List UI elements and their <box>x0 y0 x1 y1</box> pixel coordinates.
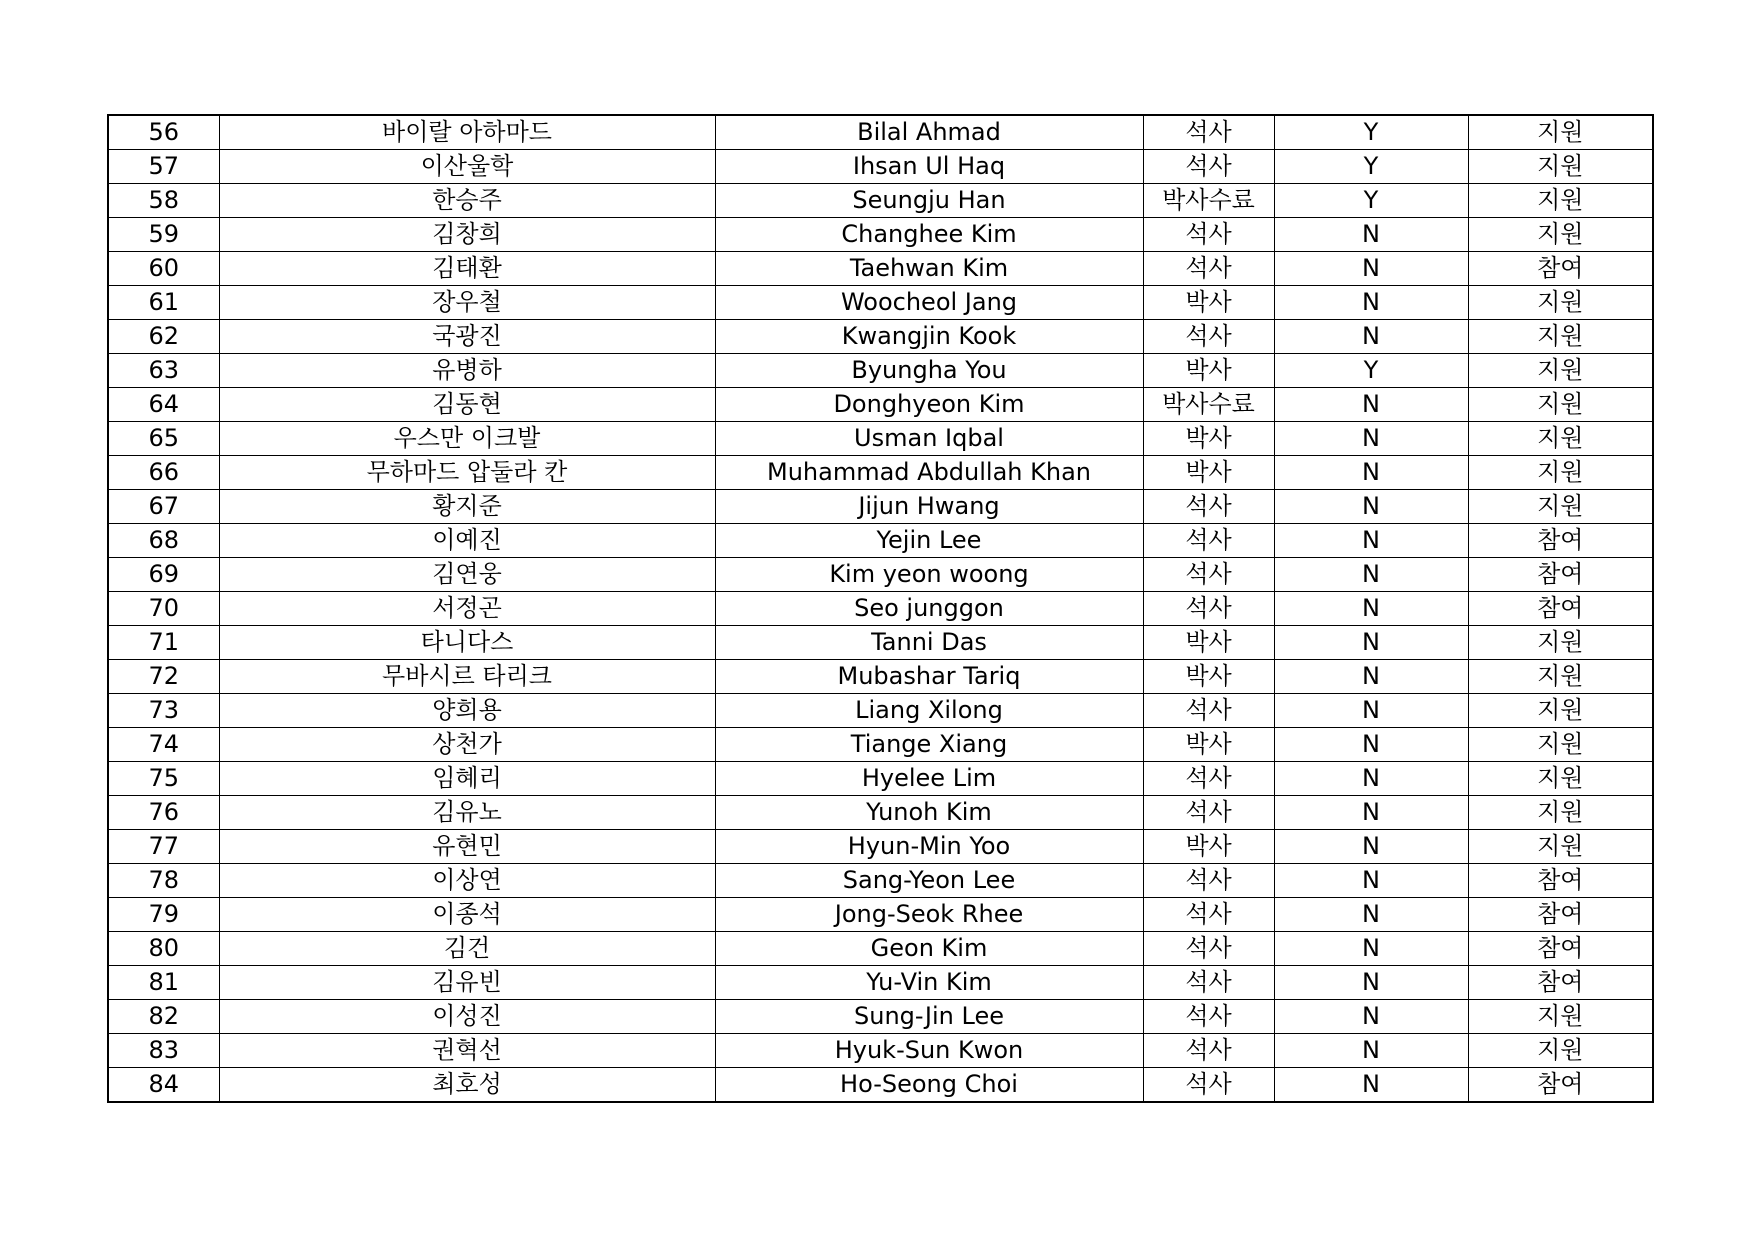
degree-cell: 석사 <box>1143 524 1274 558</box>
status-cell: 참여 <box>1468 864 1653 898</box>
status-cell: 지원 <box>1468 626 1653 660</box>
row-number-cell: 84 <box>108 1068 219 1103</box>
status-cell: 지원 <box>1468 796 1653 830</box>
table-row <box>108 218 1653 252</box>
degree-cell: 석사 <box>1143 115 1274 150</box>
table-row <box>108 966 1653 1000</box>
yn-flag-cell: Y <box>1274 150 1468 184</box>
status-cell: 지원 <box>1468 286 1653 320</box>
row-number-cell: 78 <box>108 864 219 898</box>
degree-cell: 석사 <box>1143 966 1274 1000</box>
korean-name-cell: 황지준 <box>219 490 715 524</box>
table-row <box>108 490 1653 524</box>
degree-cell: 석사 <box>1143 932 1274 966</box>
yn-flag-cell: N <box>1274 422 1468 456</box>
english-name-cell: Sang-Yeon Lee <box>715 864 1143 898</box>
status-cell: 참여 <box>1468 524 1653 558</box>
korean-name-cell: 김태환 <box>219 252 715 286</box>
korean-name-cell: 김유빈 <box>219 966 715 1000</box>
yn-flag-cell: N <box>1274 558 1468 592</box>
table-row <box>108 422 1653 456</box>
table-row <box>108 932 1653 966</box>
english-name-cell: Yunoh Kim <box>715 796 1143 830</box>
status-cell: 지원 <box>1468 1034 1653 1068</box>
table-row <box>108 286 1653 320</box>
degree-cell: 석사 <box>1143 762 1274 796</box>
table-row <box>108 524 1653 558</box>
yn-flag-cell: N <box>1274 626 1468 660</box>
row-number-cell: 65 <box>108 422 219 456</box>
degree-cell: 박사 <box>1143 728 1274 762</box>
degree-cell: 박사 <box>1143 286 1274 320</box>
row-number-cell: 77 <box>108 830 219 864</box>
degree-cell: 석사 <box>1143 252 1274 286</box>
status-cell: 지원 <box>1468 218 1653 252</box>
korean-name-cell: 유현민 <box>219 830 715 864</box>
row-number-cell: 74 <box>108 728 219 762</box>
english-name-cell: Seo junggon <box>715 592 1143 626</box>
row-number-cell: 58 <box>108 184 219 218</box>
row-number-cell: 73 <box>108 694 219 728</box>
yn-flag-cell: N <box>1274 1034 1468 1068</box>
status-cell: 지원 <box>1468 694 1653 728</box>
yn-flag-cell: Y <box>1274 184 1468 218</box>
table-row <box>108 592 1653 626</box>
row-number-cell: 72 <box>108 660 219 694</box>
degree-cell: 석사 <box>1143 864 1274 898</box>
yn-flag-cell: N <box>1274 286 1468 320</box>
row-number-cell: 68 <box>108 524 219 558</box>
yn-flag-cell: Y <box>1274 115 1468 150</box>
yn-flag-cell: N <box>1274 252 1468 286</box>
row-number-cell: 83 <box>108 1034 219 1068</box>
korean-name-cell: 한승주 <box>219 184 715 218</box>
degree-cell: 박사 <box>1143 354 1274 388</box>
korean-name-cell: 우스만 이크발 <box>219 422 715 456</box>
yn-flag-cell: N <box>1274 592 1468 626</box>
table-row <box>108 660 1653 694</box>
status-cell: 참여 <box>1468 558 1653 592</box>
english-name-cell: Kim yeon woong <box>715 558 1143 592</box>
degree-cell: 석사 <box>1143 1000 1274 1034</box>
yn-flag-cell: N <box>1274 694 1468 728</box>
table-row <box>108 354 1653 388</box>
english-name-cell: Changhee Kim <box>715 218 1143 252</box>
row-number-cell: 70 <box>108 592 219 626</box>
korean-name-cell: 김동현 <box>219 388 715 422</box>
status-cell: 지원 <box>1468 115 1653 150</box>
status-cell: 참여 <box>1468 898 1653 932</box>
english-name-cell: Byungha You <box>715 354 1143 388</box>
korean-name-cell: 김연웅 <box>219 558 715 592</box>
english-name-cell: Tiange Xiang <box>715 728 1143 762</box>
status-cell: 지원 <box>1468 1000 1653 1034</box>
row-number-cell: 56 <box>108 115 219 150</box>
english-name-cell: Bilal Ahmad <box>715 115 1143 150</box>
korean-name-cell: 김창희 <box>219 218 715 252</box>
row-number-cell: 61 <box>108 286 219 320</box>
english-name-cell: Liang Xilong <box>715 694 1143 728</box>
table-row <box>108 762 1653 796</box>
degree-cell: 박사 <box>1143 422 1274 456</box>
degree-cell: 박사수료 <box>1143 184 1274 218</box>
korean-name-cell: 유병하 <box>219 354 715 388</box>
row-number-cell: 62 <box>108 320 219 354</box>
yn-flag-cell: N <box>1274 1068 1468 1103</box>
english-name-cell: Hyuk-Sun Kwon <box>715 1034 1143 1068</box>
row-number-cell: 79 <box>108 898 219 932</box>
degree-cell: 박사 <box>1143 626 1274 660</box>
table-row <box>108 796 1653 830</box>
yn-flag-cell: N <box>1274 728 1468 762</box>
table-row <box>108 115 1653 150</box>
korean-name-cell: 무바시르 타리크 <box>219 660 715 694</box>
korean-name-cell: 장우철 <box>219 286 715 320</box>
english-name-cell: Usman Iqbal <box>715 422 1143 456</box>
yn-flag-cell: Y <box>1274 354 1468 388</box>
table-row <box>108 830 1653 864</box>
korean-name-cell: 무하마드 압둘라 칸 <box>219 456 715 490</box>
english-name-cell: Sung-Jin Lee <box>715 1000 1143 1034</box>
yn-flag-cell: N <box>1274 218 1468 252</box>
status-cell: 참여 <box>1468 966 1653 1000</box>
row-number-cell: 71 <box>108 626 219 660</box>
degree-cell: 박사수료 <box>1143 388 1274 422</box>
yn-flag-cell: N <box>1274 966 1468 1000</box>
yn-flag-cell: N <box>1274 490 1468 524</box>
status-cell: 지원 <box>1468 184 1653 218</box>
row-number-cell: 59 <box>108 218 219 252</box>
row-number-cell: 57 <box>108 150 219 184</box>
korean-name-cell: 양희용 <box>219 694 715 728</box>
korean-name-cell: 서정곤 <box>219 592 715 626</box>
table-row <box>108 388 1653 422</box>
row-number-cell: 66 <box>108 456 219 490</box>
degree-cell: 석사 <box>1143 898 1274 932</box>
english-name-cell: Ho-Seong Choi <box>715 1068 1143 1103</box>
status-cell: 참여 <box>1468 1068 1653 1103</box>
korean-name-cell: 이예진 <box>219 524 715 558</box>
korean-name-cell: 국광진 <box>219 320 715 354</box>
yn-flag-cell: N <box>1274 762 1468 796</box>
roster-table <box>107 114 1654 1103</box>
row-number-cell: 63 <box>108 354 219 388</box>
table-row <box>108 626 1653 660</box>
row-number-cell: 69 <box>108 558 219 592</box>
row-number-cell: 82 <box>108 1000 219 1034</box>
degree-cell: 석사 <box>1143 150 1274 184</box>
row-number-cell: 60 <box>108 252 219 286</box>
korean-name-cell: 타니다스 <box>219 626 715 660</box>
status-cell: 지원 <box>1468 388 1653 422</box>
status-cell: 참여 <box>1468 252 1653 286</box>
degree-cell: 석사 <box>1143 558 1274 592</box>
yn-flag-cell: N <box>1274 660 1468 694</box>
yn-flag-cell: N <box>1274 456 1468 490</box>
english-name-cell: Jijun Hwang <box>715 490 1143 524</box>
english-name-cell: Yu-Vin Kim <box>715 966 1143 1000</box>
yn-flag-cell: N <box>1274 830 1468 864</box>
status-cell: 지원 <box>1468 456 1653 490</box>
status-cell: 참여 <box>1468 592 1653 626</box>
table-row <box>108 898 1653 932</box>
status-cell: 지원 <box>1468 354 1653 388</box>
english-name-cell: Seungju Han <box>715 184 1143 218</box>
english-name-cell: Donghyeon Kim <box>715 388 1143 422</box>
english-name-cell: Hyelee Lim <box>715 762 1143 796</box>
english-name-cell: Jong-Seok Rhee <box>715 898 1143 932</box>
english-name-cell: Ihsan Ul Haq <box>715 150 1143 184</box>
status-cell: 지원 <box>1468 728 1653 762</box>
row-number-cell: 75 <box>108 762 219 796</box>
korean-name-cell: 바이랄 아하마드 <box>219 115 715 150</box>
english-name-cell: Taehwan Kim <box>715 252 1143 286</box>
status-cell: 지원 <box>1468 762 1653 796</box>
table-row <box>108 1068 1653 1103</box>
english-name-cell: Mubashar Tariq <box>715 660 1143 694</box>
yn-flag-cell: N <box>1274 1000 1468 1034</box>
degree-cell: 석사 <box>1143 796 1274 830</box>
yn-flag-cell: N <box>1274 864 1468 898</box>
table-row <box>108 728 1653 762</box>
status-cell: 지원 <box>1468 660 1653 694</box>
roster-table-body <box>108 115 1653 1102</box>
korean-name-cell: 상천가 <box>219 728 715 762</box>
degree-cell: 석사 <box>1143 1034 1274 1068</box>
yn-flag-cell: N <box>1274 932 1468 966</box>
yn-flag-cell: N <box>1274 524 1468 558</box>
degree-cell: 박사 <box>1143 660 1274 694</box>
status-cell: 지원 <box>1468 422 1653 456</box>
degree-cell: 석사 <box>1143 1068 1274 1103</box>
degree-cell: 박사 <box>1143 456 1274 490</box>
yn-flag-cell: N <box>1274 796 1468 830</box>
english-name-cell: Woocheol Jang <box>715 286 1143 320</box>
status-cell: 지원 <box>1468 830 1653 864</box>
english-name-cell: Tanni Das <box>715 626 1143 660</box>
table-row <box>108 1000 1653 1034</box>
row-number-cell: 80 <box>108 932 219 966</box>
korean-name-cell: 임혜리 <box>219 762 715 796</box>
yn-flag-cell: N <box>1274 898 1468 932</box>
english-name-cell: Yejin Lee <box>715 524 1143 558</box>
table-row <box>108 694 1653 728</box>
yn-flag-cell: N <box>1274 320 1468 354</box>
degree-cell: 박사 <box>1143 830 1274 864</box>
korean-name-cell: 최호성 <box>219 1068 715 1103</box>
korean-name-cell: 이산울학 <box>219 150 715 184</box>
english-name-cell: Muhammad Abdullah Khan <box>715 456 1143 490</box>
degree-cell: 석사 <box>1143 320 1274 354</box>
korean-name-cell: 권혁선 <box>219 1034 715 1068</box>
korean-name-cell: 김유노 <box>219 796 715 830</box>
english-name-cell: Geon Kim <box>715 932 1143 966</box>
status-cell: 지원 <box>1468 490 1653 524</box>
table-row <box>108 1034 1653 1068</box>
row-number-cell: 67 <box>108 490 219 524</box>
degree-cell: 석사 <box>1143 218 1274 252</box>
degree-cell: 석사 <box>1143 490 1274 524</box>
status-cell: 지원 <box>1468 320 1653 354</box>
row-number-cell: 76 <box>108 796 219 830</box>
english-name-cell: Kwangjin Kook <box>715 320 1143 354</box>
table-row <box>108 558 1653 592</box>
table-row <box>108 150 1653 184</box>
table-row <box>108 456 1653 490</box>
korean-name-cell: 이성진 <box>219 1000 715 1034</box>
row-number-cell: 81 <box>108 966 219 1000</box>
korean-name-cell: 김건 <box>219 932 715 966</box>
table-row <box>108 320 1653 354</box>
table-row <box>108 864 1653 898</box>
table-row <box>108 184 1653 218</box>
degree-cell: 석사 <box>1143 592 1274 626</box>
english-name-cell: Hyun-Min Yoo <box>715 830 1143 864</box>
table-row <box>108 252 1653 286</box>
degree-cell: 석사 <box>1143 694 1274 728</box>
korean-name-cell: 이종석 <box>219 898 715 932</box>
korean-name-cell: 이상연 <box>219 864 715 898</box>
row-number-cell: 64 <box>108 388 219 422</box>
status-cell: 참여 <box>1468 932 1653 966</box>
status-cell: 지원 <box>1468 150 1653 184</box>
yn-flag-cell: N <box>1274 388 1468 422</box>
